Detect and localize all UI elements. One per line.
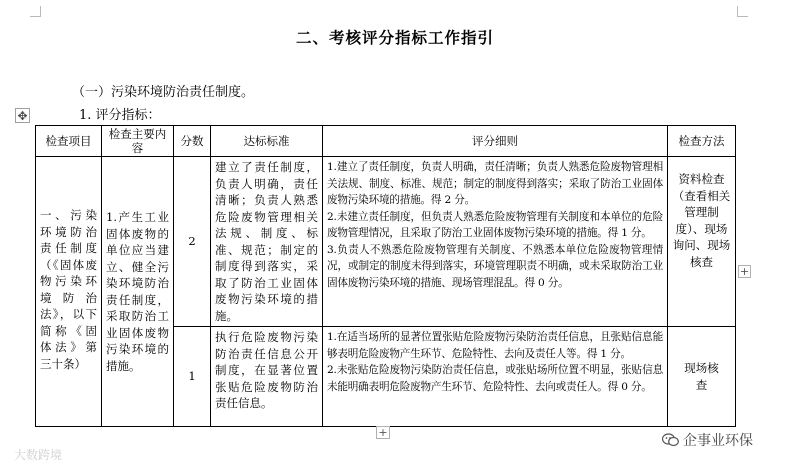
watermark-right [662,430,753,450]
page-corner-top-right [737,6,748,17]
watermark-right-text: 企事业环保 [683,433,753,449]
subsection-heading: （一）污染环境防治责任制度。 [72,85,255,100]
cell-standard: 建立了责任制度，负责人明确，责任清晰；负责人熟悉危险废物管理相关法规、制度、标准、规范；制定的制度得到落实，采取了防治工业固体废物污染环境的措施。 [211,157,323,327]
page-corner-top-left [30,6,41,17]
detail-line: 1.建立了责任制度，负责人明确，责任清晰；负责人熟悉危险废物管理相关法规、制度、标准、规范；制定的制度得到落实；采取了防治工业固体废物污染环境的措施。得 2 分。 [327,161,663,206]
detail-line: 2.未建立责任制度，但负责人熟悉危险废物管理有关制度和本单位的危险废物管理情况，且采取了防治工业固体废物污染环境的措施。得 1 分。 [327,210,663,239]
evaluation-table [35,125,736,427]
item-heading: 1. 评分指标： [79,108,161,123]
cell-main-content: 1.产生工业固体废物的单位应当建立、健全污染环境防治责任制度，采取防治工业固体废物污染环境的措施。 [102,157,174,427]
detail-line: 1.在适当场所的显著位置张贴危险废物污染防治责任信息，且张贴信息能够表明危险废物产生环节、危险特性、去向及责任人等。得 1 分。 [327,331,663,360]
cell-standard: 执行危险废物污染防治责任信息公开制度，在显著位置张贴危险废物防治责任信息。 [211,327,323,427]
cell-detail [323,327,668,427]
wechat-logo-icon [662,433,679,447]
table-move-handle-icon[interactable]: ✥ [15,108,30,123]
cell-score: 1 [174,327,211,427]
add-row-plus-icon[interactable]: + [376,426,390,439]
header-score: 分数 [174,126,211,157]
header-detail: 评分细则 [323,126,668,157]
cell-score: 2 [174,157,211,327]
header-standard: 达标标准 [211,126,323,157]
header-main-content: 检查主要内容 [102,126,174,157]
detail-line: 3.负责人不熟悉危险废物管理有关制度、不熟悉本单位危险废物管理情况，或制定的制度未得到落实，环境管理职责不明确，或未采取防治工业固体废物污染环境的措施、现场管理混乱。得 0 分。 [327,243,663,289]
table-header-row [36,126,736,157]
cell-detail [323,157,668,327]
header-method: 检查方法 [668,126,736,157]
cell-check-item: 一、污染环境防治责任制度（《固体废物污染环境防治法》，以下简称《固体法》第三十条） [36,157,102,427]
header-check-item: 检查项目 [36,126,102,157]
watermark-left: 大数跨境 [14,448,63,462]
section-heading: 二、考核评分指标工作指引 [295,28,494,47]
add-column-plus-icon[interactable]: + [739,265,750,278]
cell-method: 资料检查（查看相关管理制度）、现场询问、现场核查 [668,157,736,327]
detail-line: 2.未张贴危险废物污染防治责任信息，或张贴场所位置不明显，张贴信息未能明确表明危险废物产生环节、危险特性、去向或责任人。得 0 分。 [327,364,663,393]
table-row [36,157,736,327]
cell-method: 现场核查 [668,327,736,427]
